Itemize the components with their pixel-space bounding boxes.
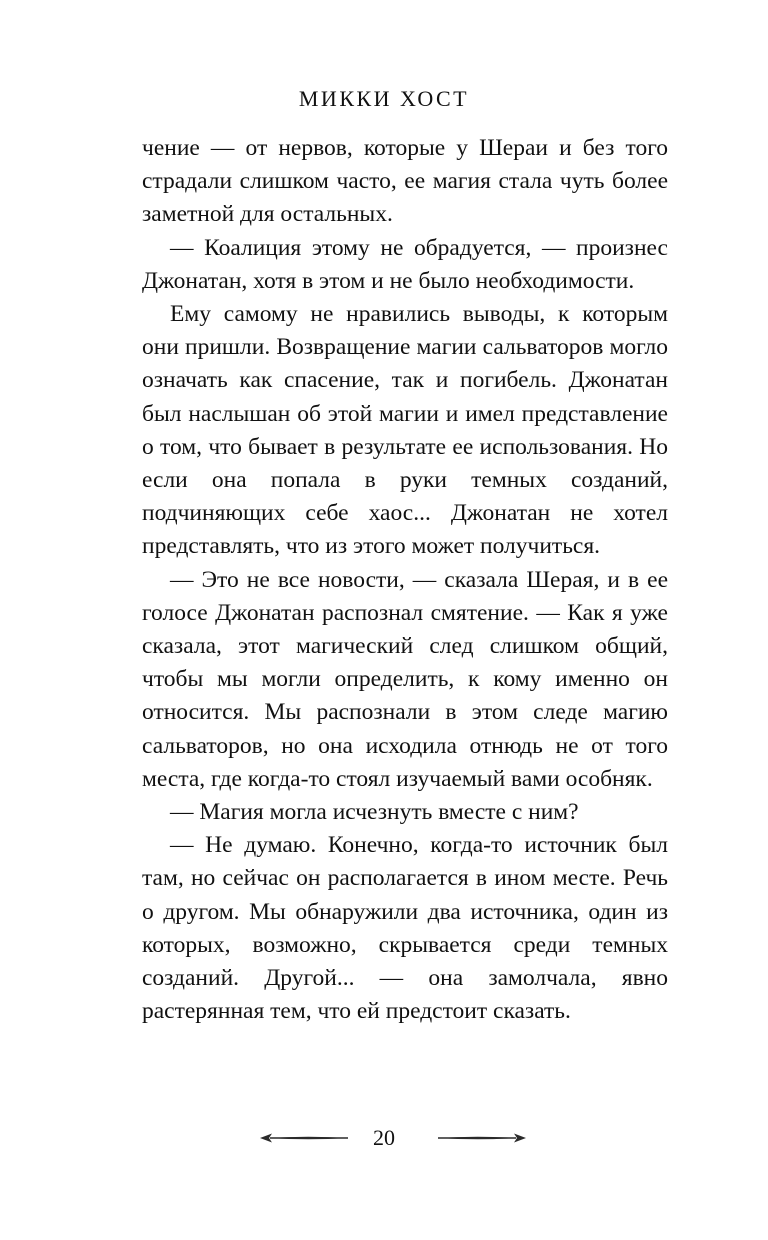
paragraph-6: — Не думаю. Конечно, когда-то источник был там, но сейчас он располагается в ином месте. Речь о другом. Мы обнаружили два источника, один из которых, возможно, скрывается среди темных созданий. Другой... — она замолчала, явно растерянная тем, что ей предстоит сказать. — [142, 832, 668, 1025]
page-number: 20 — [373, 1125, 395, 1150]
paragraph-3: Ему самому не нравились выводы, к которым они пришли. Возвращение магии сальваторов могло означать как спасение, так и погибель. Джонатан был наслышан об этой магии и имел представление о том, что бывает в результате ее использования. Но если она попала в руки темных созданий, подчиняющих себе хаос... Джонатан не хотел представлять, что из этого может получиться. — [142, 301, 668, 560]
body-text — [142, 132, 668, 1028]
paragraph-1: чение — от нервов, которые у Шераи и без того страдали слишком часто, ее магия стала чуть более заметной для остальных. — [142, 135, 668, 228]
paragraph-2: — Коалиция этому не обрадуется, — произнес Джонатан, хотя в этом и не было необходимости. — [142, 234, 668, 294]
paragraph-5: — Магия могла исчезнуть вместе с ним? — [170, 799, 579, 826]
paragraph-4: — Это не все новости, — сказала Шерая, и в ее голосе Джонатан распознал смятение. — Как я уже сказала, этот магический след слишком общий, чтобы мы могли определить, к кому именно он относится. Мы распознали в этом следе магию сальваторов, но она исходила отнюдь не от того места, где когда-то стоял изучаемый вами особняк. — [142, 566, 668, 792]
arrow-ornament-right-icon — [436, 1131, 528, 1145]
running-header: МИККИ ХОСТ — [298, 86, 470, 111]
page-footer — [0, 1121, 768, 1155]
